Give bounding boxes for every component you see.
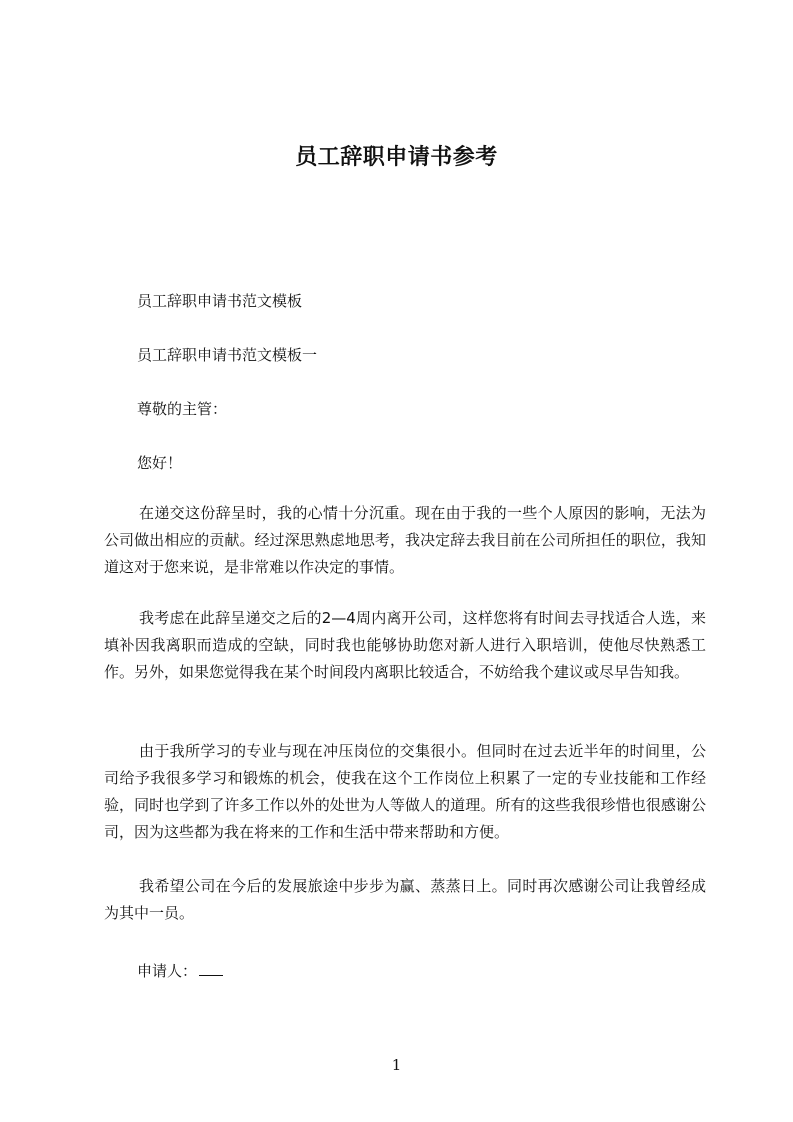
- greeting: 您好！: [137, 454, 183, 472]
- section-heading: 员工辞职申请书范文模板: [137, 292, 303, 310]
- document-title: 员工辞职申请书参考: [295, 145, 498, 170]
- signature-label: 申请人：: [137, 962, 198, 980]
- salutation: 尊敬的主管：: [137, 400, 228, 418]
- paragraph-3: 由于我所学习的专业与现在冲压岗位的交集很小。但同时在过去近半年的时间里，公司给予我很多学习和锻炼的机会，使我在这个工作岗位上积累了一定的专业技能和工作经验，同时也学到了许多工作以外的处世为人等做人的道理。所有的这些我很珍惜也很感谢公司，因为这些都为我在将来的工作和生活中带来帮助和方便。: [104, 742, 706, 841]
- section-subheading: 员工辞职申请书范文模板一: [137, 346, 318, 364]
- signature-line: [137, 960, 223, 981]
- paragraph-1: 在递交这份辞呈时，我的心情十分沉重。现在由于我的一些个人原因的影响，无法为公司做出相应的贡献。经过深思熟虑地思考，我决定辞去我目前在公司所担任的职位，我知道这对于您来说，是非常难以作决定的事情。: [104, 504, 706, 576]
- paragraph-4: 我希望公司在今后的发展旅途中步步为赢、蒸蒸日上。同时再次感谢公司让我曾经成为其中一员。: [104, 877, 706, 922]
- paragraph-2: 我考虑在此辞呈递交之后的2—4周内离开公司，这样您将有时间去寻找适合人选，来填补因我离职而造成的空缺，同时我也能够协助您对新人进行入职培训，使他尽快熟悉工作。另外，如果您觉得我在某个时间段内离职比较适合，不妨给我个建议或尽早告知我。: [104, 609, 706, 681]
- page-number: 1: [391, 1056, 402, 1074]
- signature-blank: [199, 961, 223, 976]
